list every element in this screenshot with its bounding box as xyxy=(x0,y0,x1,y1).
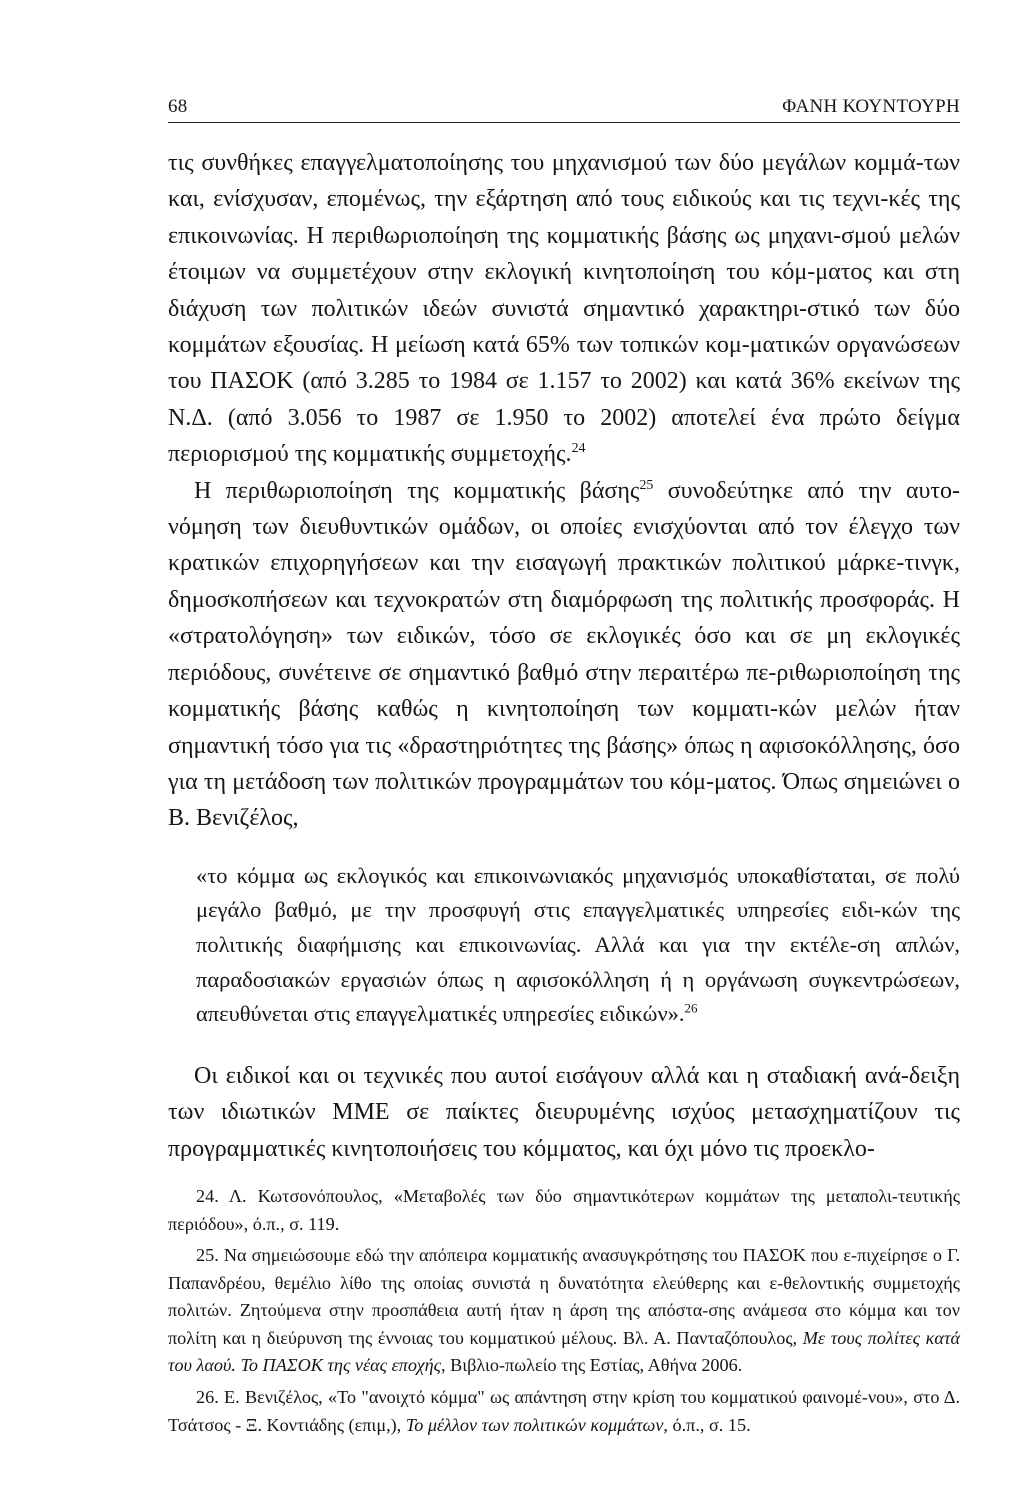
block-quote-text-wrap xyxy=(196,859,960,1032)
footnote-26 xyxy=(168,1384,960,1439)
block-quote-text: «το κόμμα ως εκλογικός και επικοινωνιακός μηχανισμός υποκαθίσταται, σε πολύ μεγάλο βαθμό, με την προσφυγή στις επαγγελματικές υπηρεσίες ειδι-κών της πολιτικής διαφήμισης και επικοινωνίας. Αλλά και για την εκτέλε-ση απλών, παραδοσιακών εργασιών όπως η αφισοκόλληση ή η οργάνωση συγκεντρώσεων, απευθύνεται στις επαγγελματικές υπηρεσίες ειδικών». xyxy=(196,862,960,1027)
paragraph-2 xyxy=(168,473,960,837)
footnote-26-text-a: 26. Ε. Βενιζέλος, «Το "ανοιχτό κόμμα" ως απάντηση στην κρίση του κομματικού φαινομέ-νου», στο Δ. Τσάτσος - Ξ. Κοντιάδης (επιμ,), xyxy=(168,1387,960,1435)
paragraph-3: Οι ειδικοί και οι τεχνικές που αυτοί εισάγουν αλλά και η σταδιακή ανά-δειξη των ιδιωτικών ΜΜΕ σε παίκτες διευρυμένης ισχύος μετασχηματίζουν τις προγραμματικές κινητοποιήσεις του κόμματος, και όχι μόνο τις προεκλο- xyxy=(168,1062,960,1162)
footnote-25-text-b: , Βιβλιο-πωλείο της Εστίας, Αθήνα 2006. xyxy=(441,1355,743,1376)
footnote-24: 24. Λ. Κωτσονόπουλος, «Μεταβολές των δύο σημαντικότερων κομμάτων της μεταπολι-τευτικής περιόδου», ό.π., σ. 119. xyxy=(168,1185,960,1234)
paragraph-1 xyxy=(168,145,960,473)
footnote-ref-24: 24 xyxy=(571,441,586,457)
footnote-26-book-title: Το μέλλον των πολιτικών κομμάτων xyxy=(405,1414,664,1435)
paragraph-2-text-a: Η περιθωριοποίηση της κομματικής βάσης xyxy=(194,477,640,504)
footnote-25-text-a: 25. Να σημειώσουμε εδώ την απόπειρα κομματικής ανασυγκρότησης του ΠΑΣΟΚ που ε-πιχείρησε ο Γ. Παπανδρέου, θεμέλιο λίθο της οποίας συνιστά η δυνατότητα ελεύθερης και ε-θελοντικής συμμετοχής πολιτών. Ζητούμενα στην προσπάθεια αυτή ήταν η άρση της απόστα-σης ανάμεσα στο κόμμα και τον πολίτη και η διεύρυνση της έννοιας του κομματικού μέλους. Βλ. Α. Πανταζόπουλος, xyxy=(168,1245,960,1348)
block-quote xyxy=(196,859,960,1032)
footnotes xyxy=(168,1183,960,1439)
footnote-25 xyxy=(168,1242,960,1380)
footnote-ref-26: 26 xyxy=(684,1000,698,1016)
running-head-author: ΦΑΝΗ ΚΟΥΝΤΟΥΡΗ xyxy=(782,96,960,117)
footnote-ref-25: 25 xyxy=(639,477,654,493)
paragraph-2-text-b: συνοδεύτηκε από την αυτο-νόμηση των διευθυντικών ομάδων, οι οποίες ενισχύονται από τον έλεγχο των κρατικών επιχορηγήσεων και την εισαγωγή πρακτικών πολιτικού μάρκε-τινγκ, δημοσκοπήσεων και τεχνοκρατών στη διαμόρφωση της πολιτικής προσφοράς. Η «στρατολόγηση» των ειδικών, τόσο σε εκλογικές όσο και σε μη εκλογικές περιόδους, συνέτεινε σε σημαντικό βαθμό στην περαιτέρω πε-ριθωριοποίηση της κομματικής βάσης καθώς η κινητοποίηση των κομματι-κών μελών ήταν σημαντική τόσο για τις «δραστηριότητες της βάσης» όπως η αφισοκόλλησης, όσο για τη μετάδοση των πολιτικών προγραμμάτων του κόμ-ματος. Όπως σημειώνει ο Β. Βενιζέλος, xyxy=(168,477,961,832)
footnote-26-text-b: , ό.π., σ. 15. xyxy=(663,1414,751,1435)
paragraph-1-text: τις συνθήκες επαγγελματοποίησης του μηχανισμού των δύο μεγάλων κομμά-των και, ενίσχυσαν, επομένως, την εξάρτηση από τους ειδικούς και τις τεχνι-κές της επικοινωνίας. Η περιθωριοποίηση της κομματικής βάσης ως μηχανι-σμού μελών έτοιμων να συμμετέχουν στην εκλογική κινητοποίηση του κόμ-ματος και στη διάχυση των πολιτικών ιδεών συνιστά σημαντικό χαρακτηρι-στικό των δύο κομμάτων εξουσίας. Η μείωση κατά 65% των τοπικών κομ-ματικών οργανώσεων του ΠΑΣΟΚ (από 3.285 το 1984 σε 1.157 το 2002) και κατά 36% εκείνων της Ν.Δ. (από 3.056 το 1987 σε 1.950 το 2002) αποτελεί ένα πρώτο δείγμα περιορισμού της κομματικής συμμετοχής. xyxy=(168,150,960,468)
page-number: 68 xyxy=(168,96,188,117)
running-head xyxy=(168,96,960,123)
footnote-25-book-title: Με τους πολίτες κατά του λαού. Το ΠΑΣΟΚ της νέας εποχής xyxy=(168,1327,960,1376)
main-text-continued xyxy=(168,1058,960,1167)
main-text xyxy=(168,145,960,837)
